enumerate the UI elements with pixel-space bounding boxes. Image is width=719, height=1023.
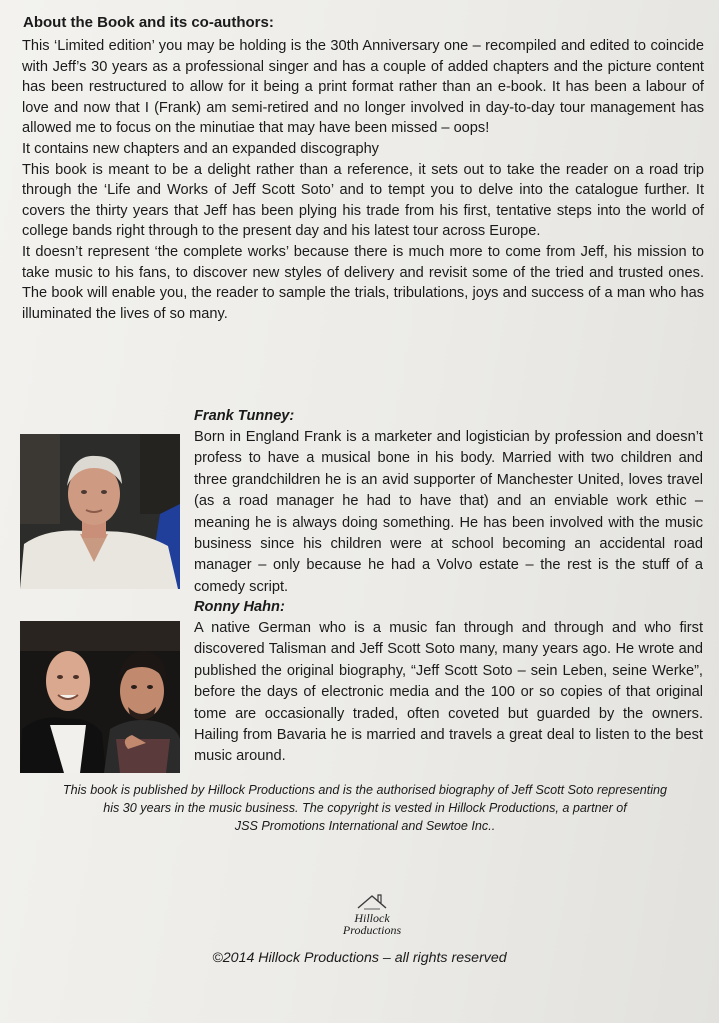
author-name-ronny: Ronny Hahn: (194, 599, 285, 615)
publisher-note-line: JSS Promotions International and Sewtoe Inc.. (234, 819, 496, 833)
intro-paragraph: It contains new chapters and an expanded discography (22, 140, 379, 157)
author-name-frank: Frank Tunney: (194, 408, 295, 424)
section-heading: About the Book and its co-authors: (23, 14, 274, 31)
author-photo-ronny (20, 621, 180, 773)
author-photo-frank (20, 434, 180, 589)
logo-line-1: Hillock (354, 911, 390, 925)
intro-paragraph: It doesn’t represent ‘the complete works’ because there is much more to come from Jeff, his mission to take music to his fans, to discover new styles of delivery and revisit some of the tried and trusted ones. The book will enable you, the reader to sample the trials, tribulations, joys and success of a man who has illuminated the lives of so many. (22, 243, 704, 322)
publisher-note (30, 781, 700, 835)
author-bio-frank: Born in England Frank is a marketer and logistician by profession and doesn’t profess to have a musical bone in his body. Married with two children and three grandchildren he is an avid supporter of Manchester United, loves travel (as a road manager he had to have that) and an enviable work ethic – meaning he is always doing something. He has been involved with the music business since his children were at school becoming an accidental road manager – only because he had a Volvo estate – the rest is the stuff of a comedy script. (194, 429, 703, 595)
copyright-notice: ©2014 Hillock Productions – all rights reserved (212, 950, 507, 966)
publisher-note-line: This book is published by Hillock Productions and is the authorised biography of Jeff Scott Soto representing (62, 783, 668, 797)
intro-paragraph: This book is meant to be a delight rather than a reference, it sets out to take the reader on a road trip through the ‘Life and Works of Jeff Scott Soto’ and to tempt you to delve into the catalogue further. It covers the thirty years that Jeff has been plying his trade from his first, tentative steps into the world of college bands right through to the present day and his latest tour across Europe. (22, 161, 704, 240)
publisher-note-line: his 30 years in the music business. The copyright is vested in Hillock Productions, a partner of (103, 801, 627, 815)
logo-line-2: Productions (342, 923, 402, 937)
intro-paragraph: This ‘Limited edition’ you may be holding is the 30th Anniversary one – recompiled and edited to coincide with Jeff’s 30 years as a professional singer and has a couple of added chapters and the picture content has been restructured to allow for it being a print format rather than an e-book. It has been a labour of love and now that I (Frank) am semi-retired and no longer involved in day-to-day tour management has allowed me to focus on the minutiae that may have been missed – oops! (22, 38, 704, 137)
hillock-productions-logo (322, 890, 422, 942)
intro-text (22, 36, 704, 324)
house-roof-icon (352, 890, 392, 912)
author-bio-ronny: A native German who is a music fan through and through and who first discovered Talisman and Jeff Scott Soto many, many years ago. He wrote and published the original biography, “Jeff Scott Soto – sein Leben, seine Werke”, before the days of electronic media and the 100 or so copies of that original tome are occasionally traded, often coveted but guarded by the owners. Hailing from Bavaria he is married and travels a great deal to listen to the best music around. (194, 620, 703, 765)
